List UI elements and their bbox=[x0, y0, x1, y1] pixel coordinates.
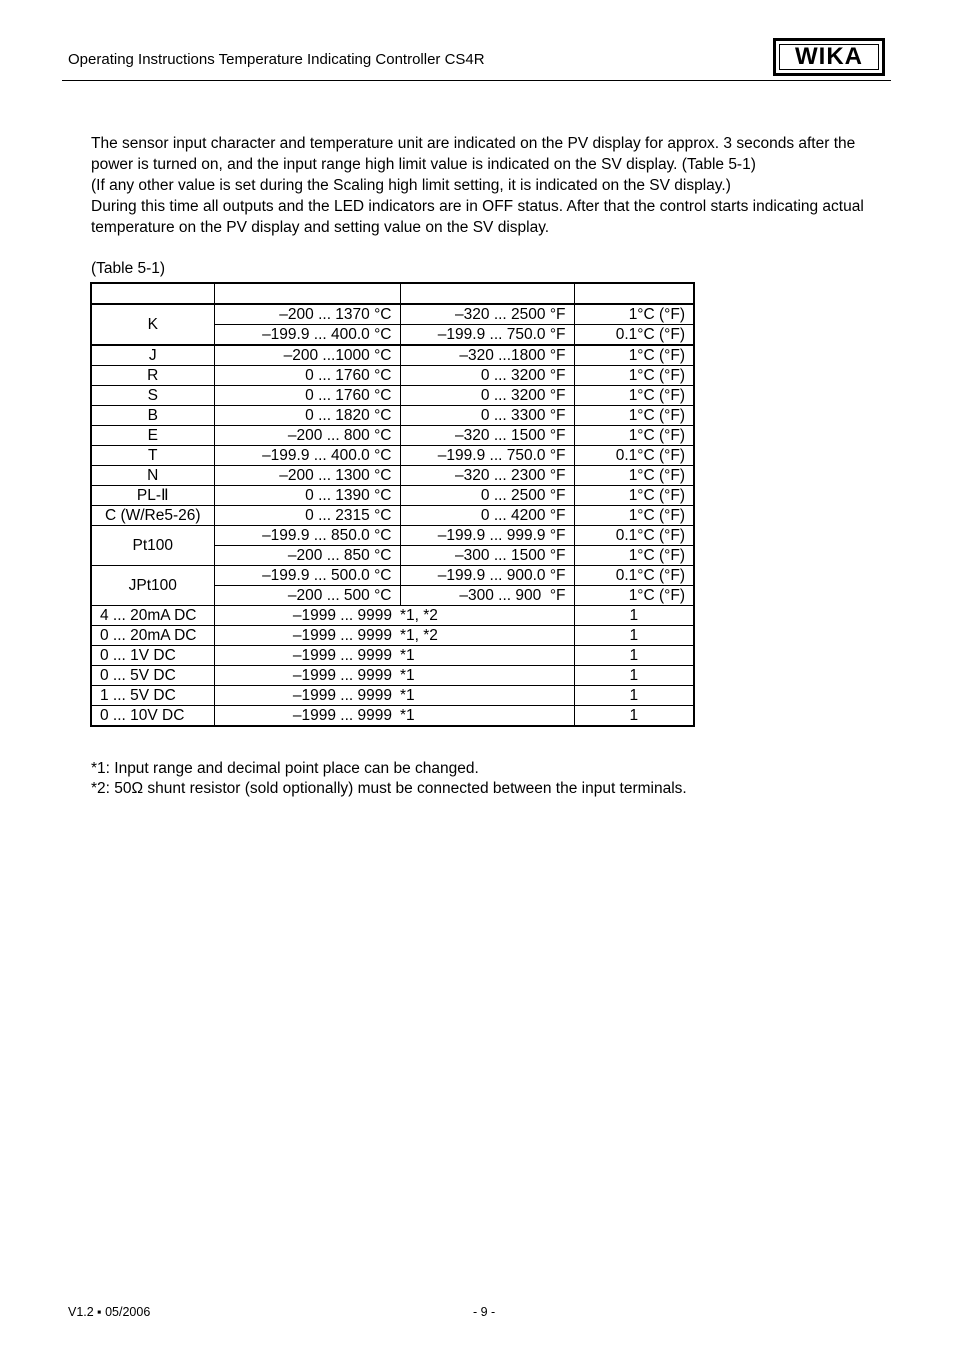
input-type-cell: 0 ... 10V DC bbox=[91, 706, 214, 727]
table-row bbox=[91, 406, 694, 426]
resolution-cell: 1°C (°F) bbox=[574, 586, 694, 606]
input-type-cell: C (W/Re5-26) bbox=[91, 506, 214, 526]
input-type-cell: 1 ... 5V DC bbox=[91, 686, 214, 706]
wika-logo bbox=[773, 38, 885, 76]
document-header-title: Operating Instructions Temperature Indicating Controller CS4R bbox=[68, 51, 485, 68]
intro-text bbox=[91, 133, 891, 238]
wika-logo-text: WIKA bbox=[779, 44, 879, 70]
celsius-range-cell: 0 ... 1820 °C bbox=[214, 406, 400, 426]
fahrenheit-range-cell: –300 ... 900 °F bbox=[400, 586, 574, 606]
page-number: - 9 - bbox=[473, 1305, 496, 1319]
resolution-cell: 1°C (°F) bbox=[574, 386, 694, 406]
input-type-cell: 0 ... 20mA DC bbox=[91, 626, 214, 646]
table-row bbox=[91, 506, 694, 526]
celsius-range-cell: –200 ... 850 °C bbox=[214, 546, 400, 566]
input-type-cell: T bbox=[91, 446, 214, 466]
resolution-cell: 0.1°C (°F) bbox=[574, 526, 694, 546]
scaling-range-cell: –1999 ... 9999 bbox=[214, 606, 400, 626]
input-type-cell: 4 ... 20mA DC bbox=[91, 606, 214, 626]
resolution-cell: 1°C (°F) bbox=[574, 366, 694, 386]
input-type-cell: 0 ... 5V DC bbox=[91, 666, 214, 686]
resolution-cell: 1°C (°F) bbox=[574, 426, 694, 446]
resolution-cell: 1°C (°F) bbox=[574, 406, 694, 426]
fahrenheit-range-cell: –320 ... 2500 °F bbox=[400, 304, 574, 325]
resolution-cell: 1 bbox=[574, 686, 694, 706]
celsius-range-cell: 0 ... 1760 °C bbox=[214, 386, 400, 406]
header-cell bbox=[574, 283, 694, 304]
fahrenheit-range-cell: –300 ... 1500 °F bbox=[400, 546, 574, 566]
celsius-range-cell: –200 ...1000 °C bbox=[214, 345, 400, 366]
scaling-range-cell: –1999 ... 9999 bbox=[214, 706, 400, 727]
header-divider bbox=[62, 80, 891, 81]
resolution-cell: 0.1°C (°F) bbox=[574, 446, 694, 466]
resolution-cell: 1°C (°F) bbox=[574, 466, 694, 486]
celsius-range-cell: 0 ... 1760 °C bbox=[214, 366, 400, 386]
input-type-cell: PL-Ⅱ bbox=[91, 486, 214, 506]
resolution-cell: 1 bbox=[574, 646, 694, 666]
footnote-ref-cell: *1 bbox=[400, 646, 574, 666]
table-row bbox=[91, 446, 694, 466]
fahrenheit-range-cell: –199.9 ... 900.0 °F bbox=[400, 566, 574, 586]
table-row bbox=[91, 345, 694, 366]
intro-paragraph: During this time all outputs and the LED indicators are in OFF status. After that the control starts indicating actual temperature on the PV display and setting value on the SV display. bbox=[91, 198, 864, 236]
fahrenheit-range-cell: –320 ... 1500 °F bbox=[400, 426, 574, 446]
celsius-range-cell: –199.9 ... 850.0 °C bbox=[214, 526, 400, 546]
celsius-range-cell: –200 ... 1370 °C bbox=[214, 304, 400, 325]
input-type-cell: S bbox=[91, 386, 214, 406]
table-row bbox=[91, 486, 694, 506]
intro-paragraph: The sensor input character and temperature unit are indicated on the PV display for approx. 3 seconds after the power is turned on, and the input range high limit value is indicated on the SV display. (Table 5-1) bbox=[91, 135, 856, 173]
table-row bbox=[91, 366, 694, 386]
resolution-cell: 1 bbox=[574, 606, 694, 626]
header-cell bbox=[91, 283, 214, 304]
footnote-ref-cell: *1, *2 bbox=[400, 626, 574, 646]
table-row bbox=[91, 526, 694, 546]
footnote-ref-cell: *1 bbox=[400, 706, 574, 727]
resolution-cell: 1 bbox=[574, 666, 694, 686]
input-type-cell: N bbox=[91, 466, 214, 486]
resolution-cell: 0.1°C (°F) bbox=[574, 566, 694, 586]
header-cell bbox=[400, 283, 574, 304]
input-type-cell: K bbox=[91, 304, 214, 345]
scaling-range-cell: –1999 ... 9999 bbox=[214, 646, 400, 666]
table-row bbox=[91, 466, 694, 486]
table-row bbox=[91, 426, 694, 446]
celsius-range-cell: –199.9 ... 400.0 °C bbox=[214, 446, 400, 466]
footnote: *1: Input range and decimal point place can be changed. bbox=[91, 760, 479, 777]
table-row bbox=[91, 606, 694, 626]
input-type-cell: E bbox=[91, 426, 214, 446]
fahrenheit-range-cell: 0 ... 4200 °F bbox=[400, 506, 574, 526]
table-row bbox=[91, 666, 694, 686]
table-row bbox=[91, 646, 694, 666]
celsius-range-cell: 0 ... 1390 °C bbox=[214, 486, 400, 506]
table-row bbox=[91, 566, 694, 586]
celsius-range-cell: –199.9 ... 500.0 °C bbox=[214, 566, 400, 586]
table-row bbox=[91, 386, 694, 406]
resolution-cell: 1°C (°F) bbox=[574, 304, 694, 325]
fahrenheit-range-cell: –320 ...1800 °F bbox=[400, 345, 574, 366]
celsius-range-cell: –200 ... 800 °C bbox=[214, 426, 400, 446]
scaling-range-cell: –1999 ... 9999 bbox=[214, 666, 400, 686]
input-type-cell: J bbox=[91, 345, 214, 366]
footer-version: V1.2 ▪ 05/2006 bbox=[68, 1305, 151, 1319]
resolution-cell: 0.1°C (°F) bbox=[574, 325, 694, 346]
footnote-ref-cell: *1 bbox=[400, 666, 574, 686]
input-type-cell: JPt100 bbox=[91, 566, 214, 606]
celsius-range-cell: –199.9 ... 400.0 °C bbox=[214, 325, 400, 346]
resolution-cell: 1°C (°F) bbox=[574, 506, 694, 526]
resolution-cell: 1°C (°F) bbox=[574, 486, 694, 506]
fahrenheit-range-cell: –199.9 ... 999.9 °F bbox=[400, 526, 574, 546]
fahrenheit-range-cell: 0 ... 3200 °F bbox=[400, 366, 574, 386]
fahrenheit-range-cell: –199.9 ... 750.0 °F bbox=[400, 446, 574, 466]
scaling-range-cell: –1999 ... 9999 bbox=[214, 686, 400, 706]
input-type-cell: B bbox=[91, 406, 214, 426]
input-type-cell: R bbox=[91, 366, 214, 386]
intro-paragraph: (If any other value is set during the Scaling high limit setting, it is indicated on the SV display.) bbox=[91, 177, 731, 194]
table-header-row bbox=[91, 283, 694, 304]
celsius-range-cell: 0 ... 2315 °C bbox=[214, 506, 400, 526]
table-row bbox=[91, 706, 694, 727]
table-caption: (Table 5-1) bbox=[91, 260, 166, 277]
fahrenheit-range-cell: –320 ... 2300 °F bbox=[400, 466, 574, 486]
footnote-ref-cell: *1 bbox=[400, 686, 574, 706]
resolution-cell: 1°C (°F) bbox=[574, 345, 694, 366]
scaling-range-cell: –1999 ... 9999 bbox=[214, 626, 400, 646]
fahrenheit-range-cell: 0 ... 3300 °F bbox=[400, 406, 574, 426]
input-type-cell: 0 ... 1V DC bbox=[91, 646, 214, 666]
footnote-ref-cell: *1, *2 bbox=[400, 606, 574, 626]
header-cell bbox=[214, 283, 400, 304]
input-type-cell: Pt100 bbox=[91, 526, 214, 566]
footnotes bbox=[91, 759, 687, 799]
fahrenheit-range-cell: 0 ... 2500 °F bbox=[400, 486, 574, 506]
celsius-range-cell: –200 ... 500 °C bbox=[214, 586, 400, 606]
fahrenheit-range-cell: 0 ... 3200 °F bbox=[400, 386, 574, 406]
resolution-cell: 1 bbox=[574, 706, 694, 727]
table-row bbox=[91, 626, 694, 646]
resolution-cell: 1°C (°F) bbox=[574, 546, 694, 566]
input-range-table bbox=[90, 282, 695, 727]
footnote: *2: 50Ω shunt resistor (sold optionally) must be connected between the input terminals. bbox=[91, 780, 687, 797]
fahrenheit-range-cell: –199.9 ... 750.0 °F bbox=[400, 325, 574, 346]
table-row bbox=[91, 686, 694, 706]
table-row bbox=[91, 304, 694, 325]
celsius-range-cell: –200 ... 1300 °C bbox=[214, 466, 400, 486]
resolution-cell: 1 bbox=[574, 626, 694, 646]
